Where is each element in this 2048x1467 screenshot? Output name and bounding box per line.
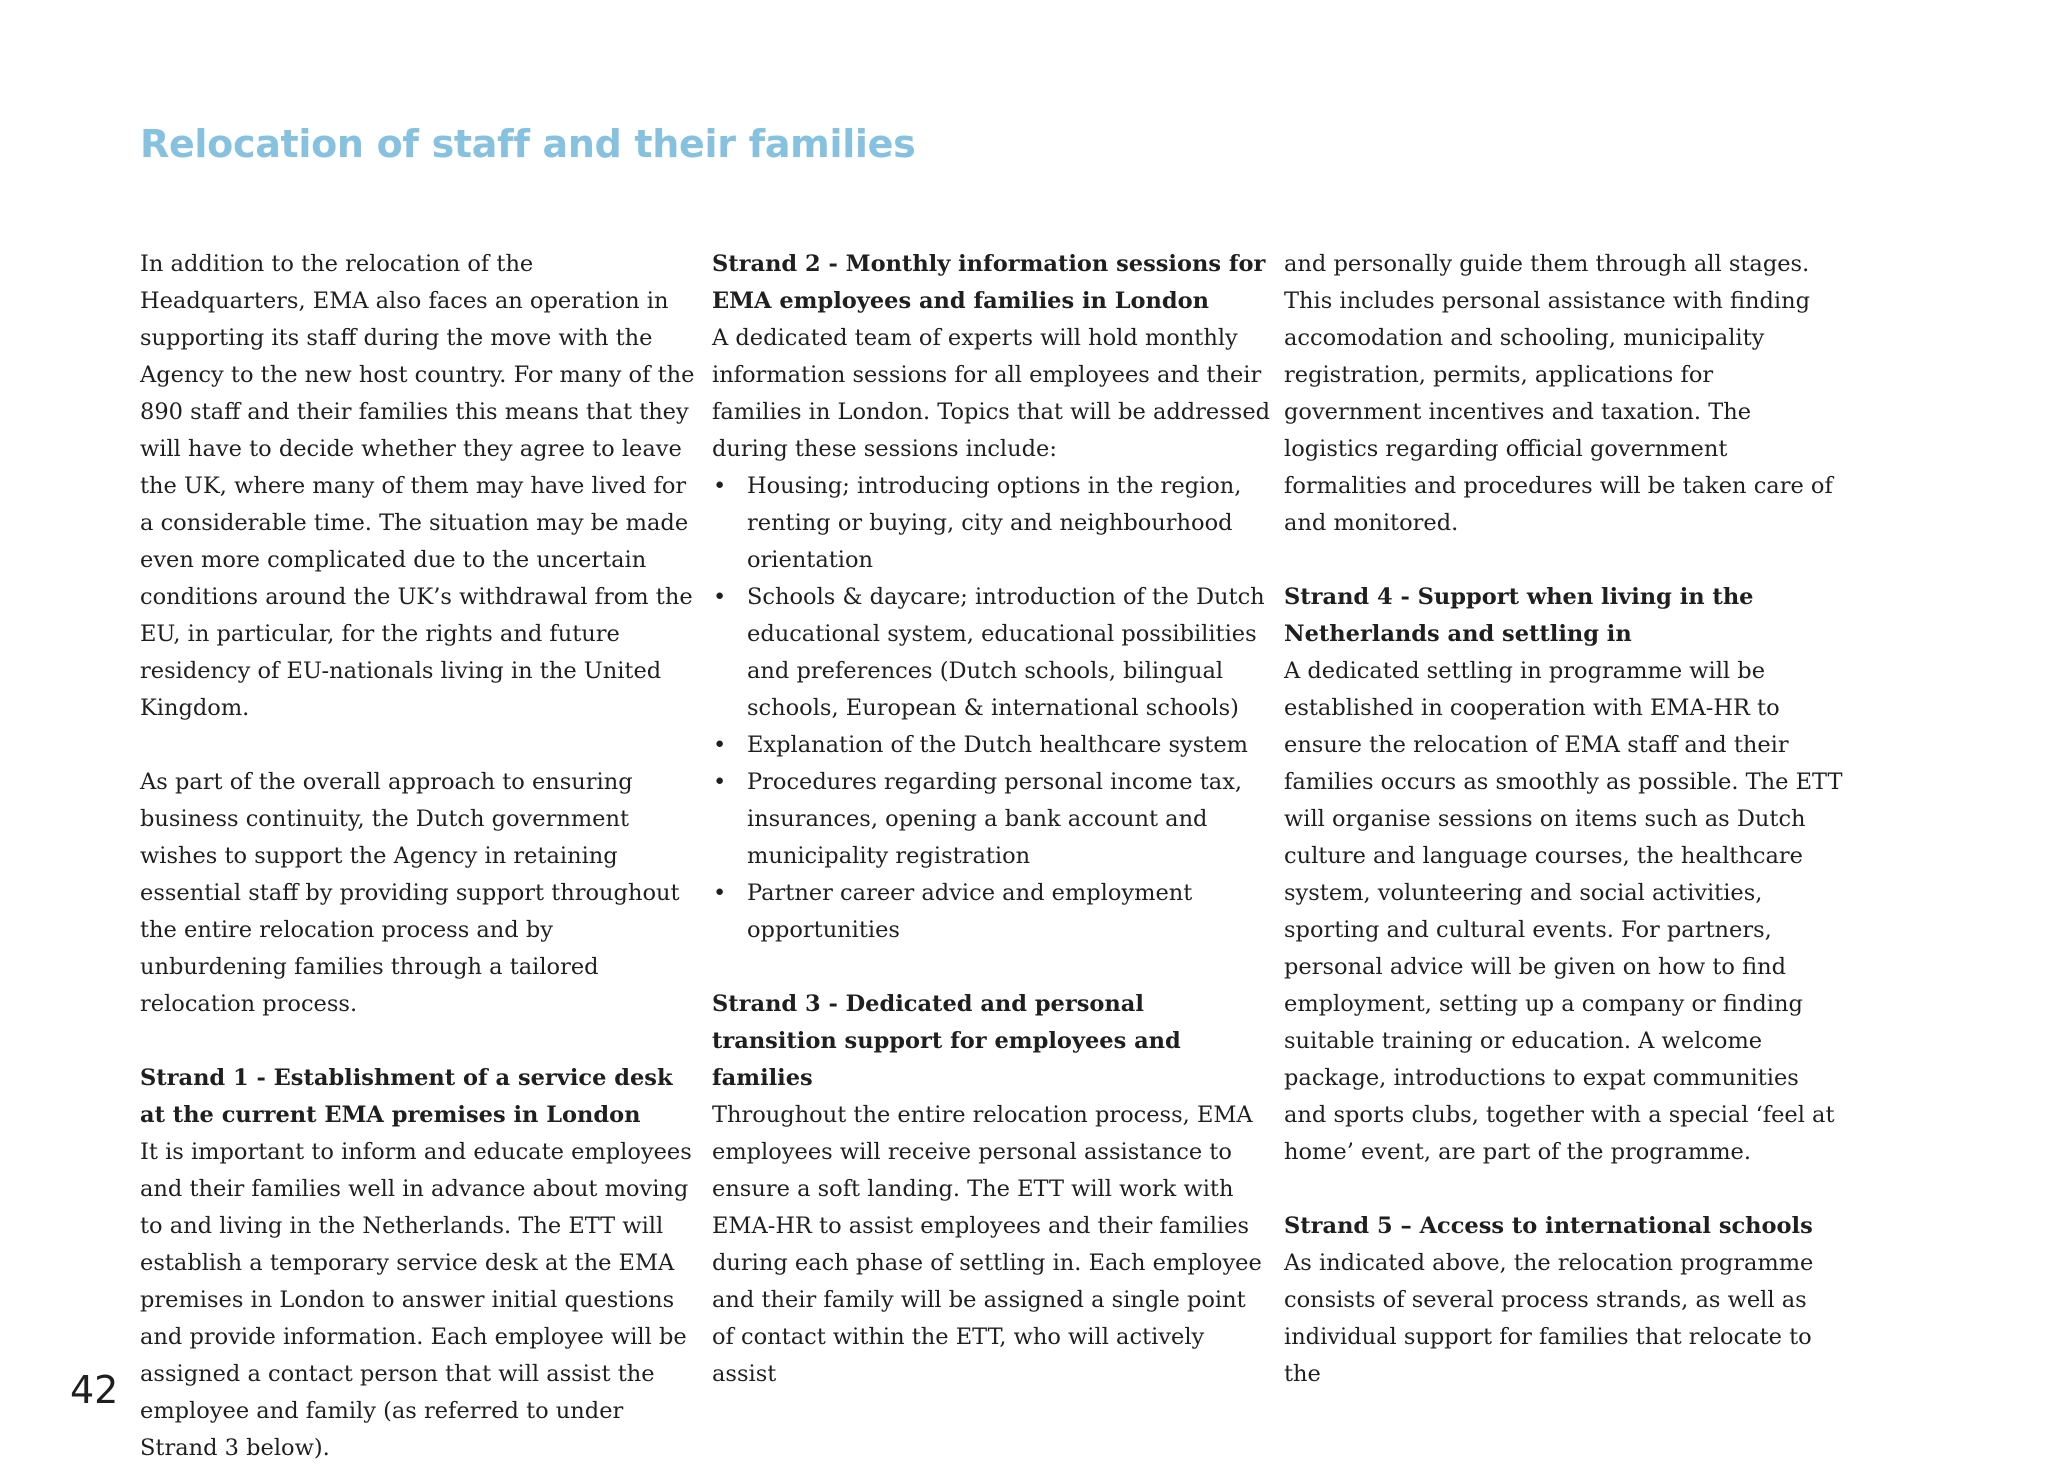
list-item: • Explanation of the Dutch healthcare system [712, 727, 1272, 764]
strand-1-text: It is important to inform and educate employees and their families well in advance about moving to and living in the Netherlands. The ETT will establish a temporary service desk at the EMA premises in London to answer initial questions and provide information. Each employee will be assigned a contact person that will assist the employee and family (as referred to under Strand 3 below). [140, 1139, 692, 1461]
spacer [140, 727, 700, 764]
strand-5-text: As indicated above, the relocation programme consists of several process strands, as well as individual support for families that relocate to the [1284, 1250, 1814, 1387]
column-2 [712, 246, 1272, 1393]
intro-paragraph: In addition to the relocation of the Headquarters, EMA also faces an operation in supporting its staff during the move with the Agency to the new host country. For many of the 890 staff and their families this means that they will have to decide whether they agree to leave the UK, where many of them may have lived for a considerable time. The situation may be made even more complicated due to the uncertain conditions around the UK’s withdrawal from the EU, in particular, for the rights and future residency of EU-nationals living in the United Kingdom. [140, 251, 695, 721]
topics-list [712, 468, 1272, 949]
page-title: Relocation of staff and their families [140, 122, 916, 166]
strand-4-heading: Strand 4 - Support when living in the Netherlands and settling in [1284, 584, 1754, 647]
spacer [1284, 1171, 1844, 1208]
column-3 [1284, 246, 1844, 1393]
strand-2-text: A dedicated team of experts will hold monthly information sessions for all employees and their families in London. Topics that will be addressed during these sessions include: [712, 325, 1271, 462]
strand-3-heading: Strand 3 - Dedicated and personal transition support for employees and families [712, 991, 1181, 1091]
strand-4-text: A dedicated settling in programme will be established in cooperation with EMA-HR to ensure the relocation of EMA staff and their families occurs as smoothly as possible. The ETT will organise sessions on items such as Dutch culture and language courses, the healthcare system, volunteering and social activities, sporting and cultural events. For partners, personal advice will be given on how to find employment, setting up a company or finding suitable training or education. A welcome package, introductions to expat communities and sports clubs, together with a special ‘feel at home’ event, are part of the programme. [1284, 658, 1843, 1165]
strand-2-heading: Strand 2 - Monthly information sessions for EMA employees and families in London [712, 251, 1266, 314]
strand-3-continued-text: and personally guide them through all stages. This includes personal assistance with finding accomodation and schooling, municipality registration, permits, applications for government incentives and taxation. The logistics regarding official government formalities and procedures will be taken care of and monitored. [1284, 251, 1833, 536]
page-number: 42 [70, 1368, 119, 1412]
spacer [712, 949, 1272, 986]
approach-paragraph: As part of the overall approach to ensuring business continuity, the Dutch government wishes to support the Agency in retaining essential staff by providing support throughout the entire relocation process and by unburdening families through a tailored relocation process. [140, 769, 680, 1017]
list-item: • Procedures regarding personal income tax, insurances, opening a bank account and municipality registration [712, 764, 1272, 875]
strand-3-text: Throughout the entire relocation process, EMA employees will receive personal assistance to ensure a soft landing. The ETT will work with EMA-HR to assist employees and their families during each phase of settling in. Each employee and their family will be assigned a single point of contact within the ETT, who will actively assist [712, 1102, 1262, 1387]
strand-5-heading: Strand 5 – Access to international schools [1284, 1213, 1813, 1239]
strand-1-heading: Strand 1 - Establishment of a service desk at the current EMA premises in London [140, 1065, 673, 1128]
column-1 [140, 246, 700, 1467]
list-item: • Schools & daycare; introduction of the Dutch educational system, educational possibilities and preferences (Dutch schools, bilingual schools, European & international schools) [712, 579, 1272, 727]
list-item: • Partner career advice and employment opportunities [712, 875, 1272, 949]
spacer [1284, 542, 1844, 579]
list-item: • Housing; introducing options in the region, renting or buying, city and neighbourhood orientation [712, 468, 1272, 579]
spacer [140, 1023, 700, 1060]
